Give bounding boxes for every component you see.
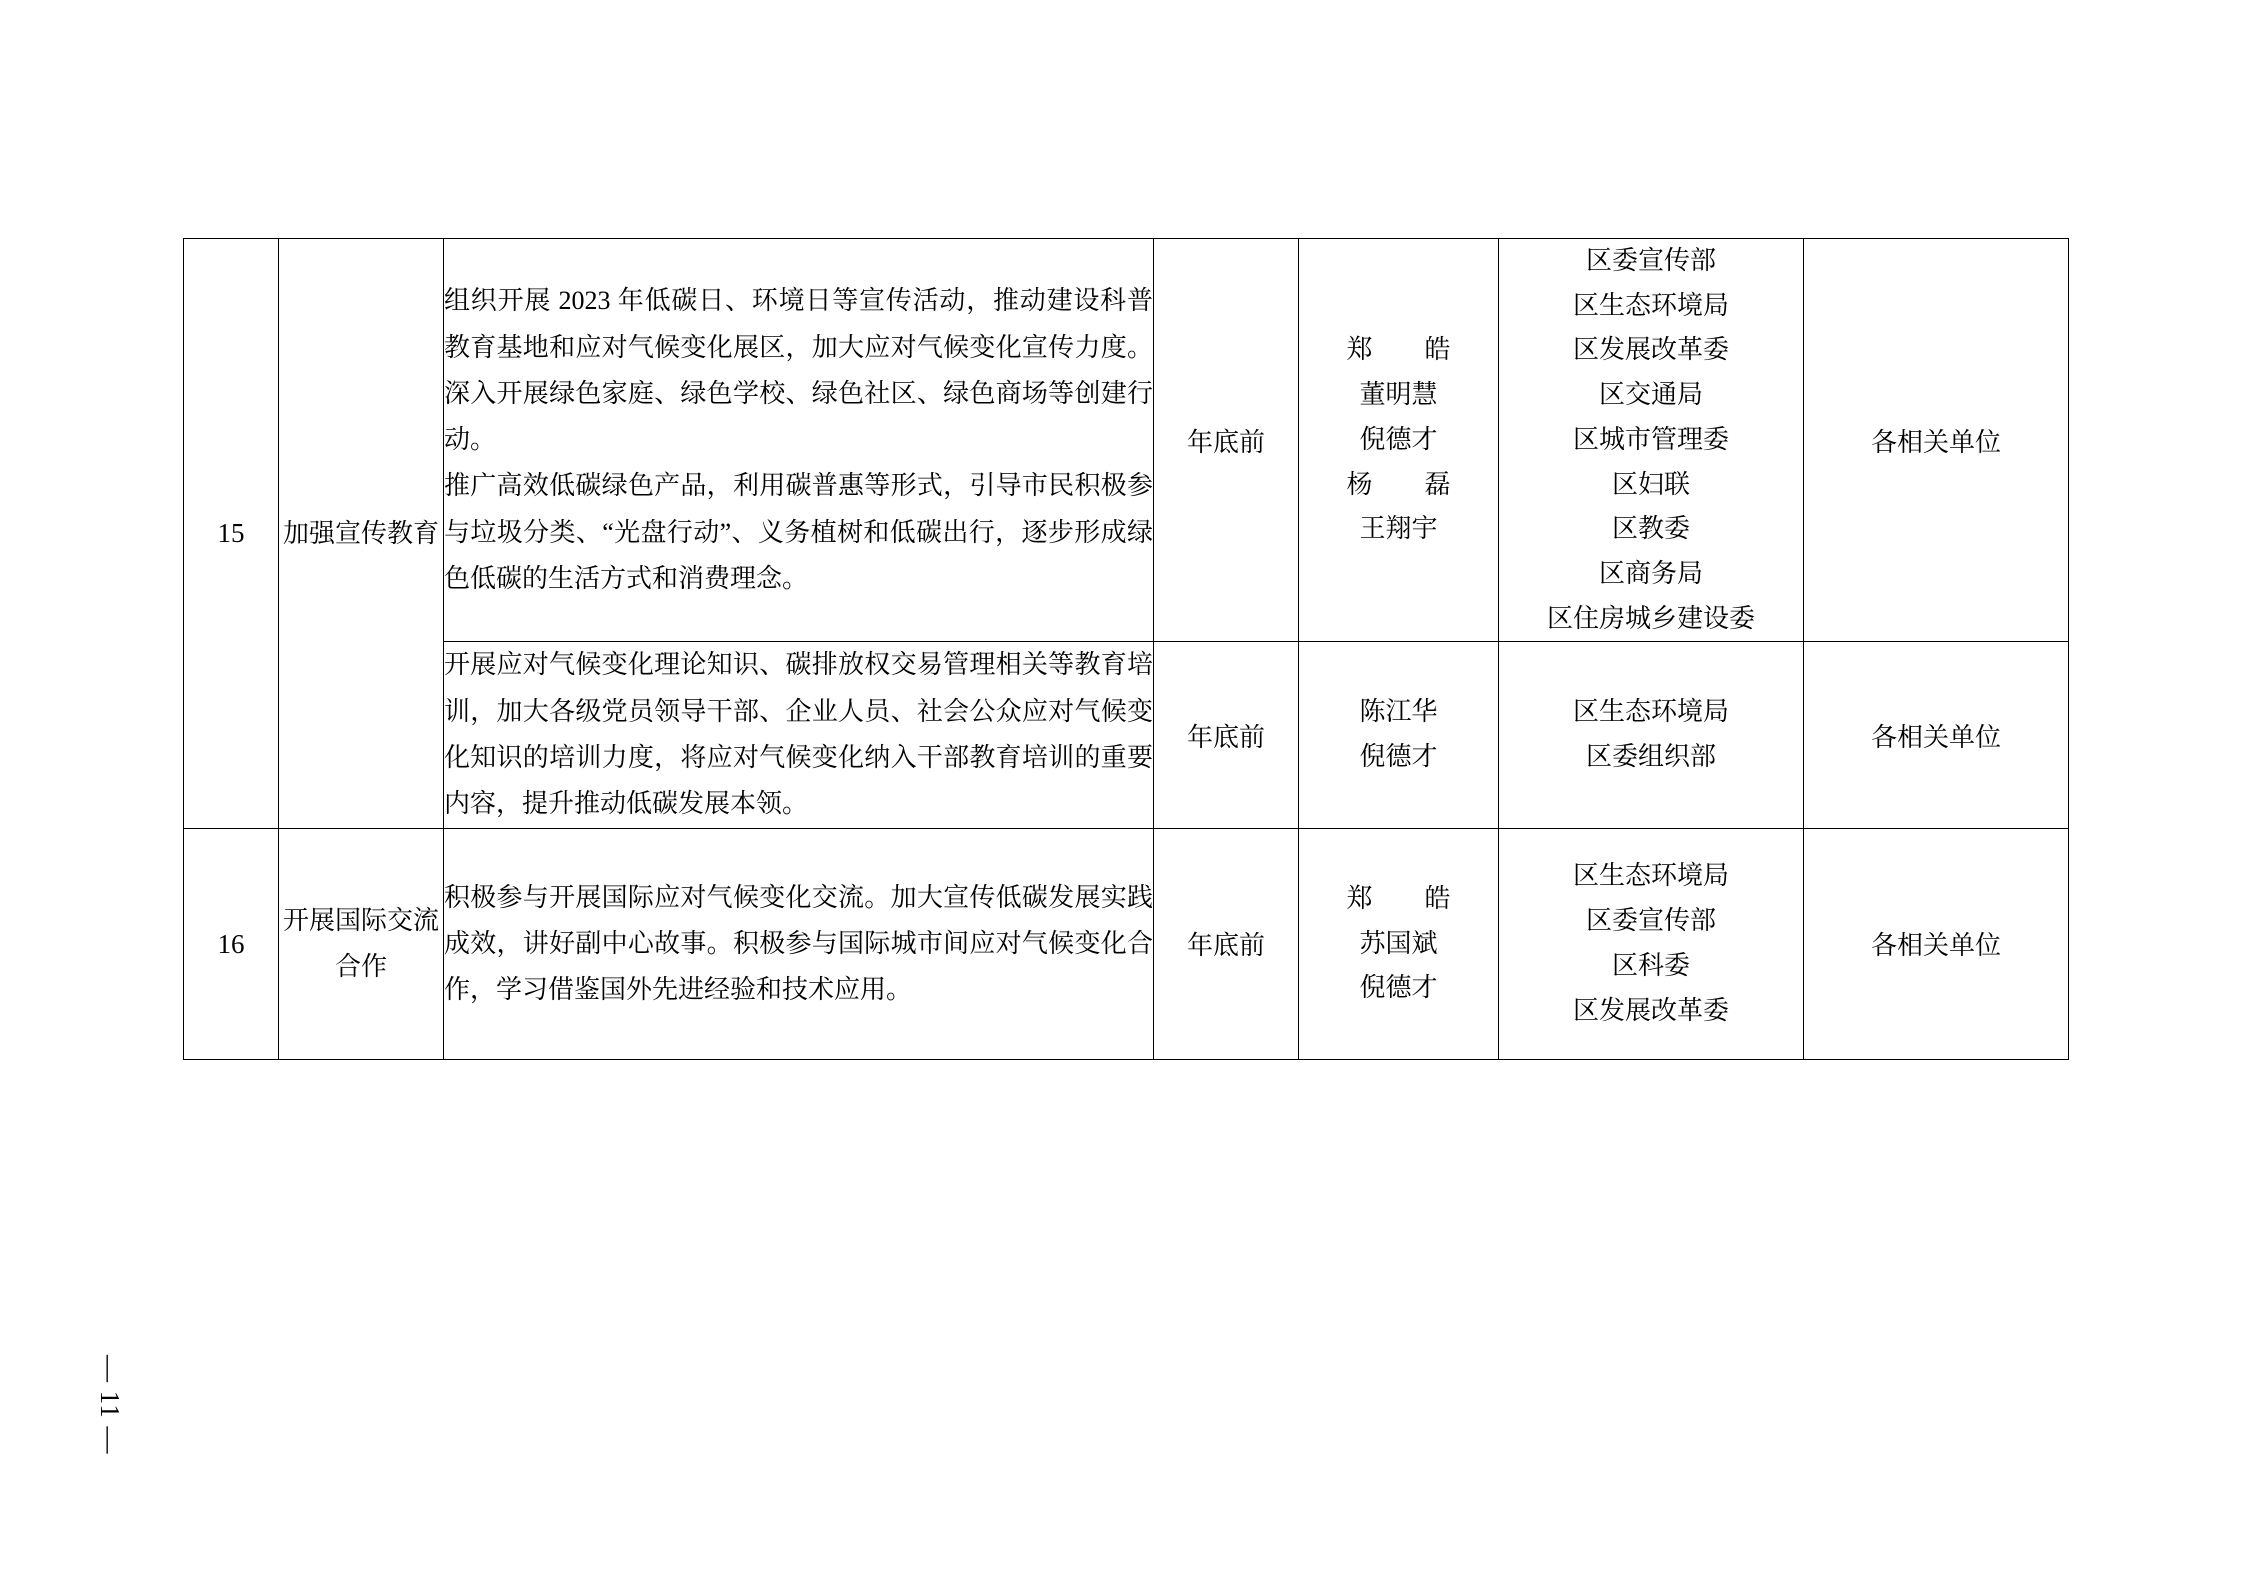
responsible-departments-cell bbox=[1499, 828, 1804, 1060]
row-number: 15 bbox=[217, 518, 245, 549]
department-name: 区商务局 bbox=[1598, 559, 1703, 589]
department-name: 区教委 bbox=[1611, 514, 1690, 544]
page-number: — 11 — bbox=[95, 1355, 125, 1455]
leaders-cell bbox=[1299, 642, 1499, 828]
department-name: 区生态环境局 bbox=[1572, 290, 1729, 320]
deadline: 年底前 bbox=[1186, 427, 1265, 457]
task-name-cell bbox=[279, 828, 444, 1060]
task-description-cell bbox=[444, 239, 1154, 642]
leader-name: 董明慧 bbox=[1359, 380, 1438, 410]
department-name: 区生态环境局 bbox=[1572, 697, 1729, 727]
other-units-cell bbox=[1804, 642, 2069, 828]
deadline: 年底前 bbox=[1186, 722, 1265, 752]
leaders-cell bbox=[1299, 828, 1499, 1060]
task-name: 加强宣传教育 bbox=[282, 518, 439, 548]
other-units: 各相关单位 bbox=[1870, 931, 2001, 961]
leader-name: 杨 磊 bbox=[1346, 469, 1451, 499]
department-name: 区发展改革委 bbox=[1572, 335, 1729, 365]
responsible-departments-cell bbox=[1499, 642, 1804, 828]
task-description: 积极参与开展国际应对气候变化交流。加大宣传低碳发展实践成效，讲好副中心故事。积极参与国际城市间应对气候变化合作，学习借鉴国外先进经验和技术应用。 bbox=[444, 882, 1153, 1005]
task-description: 组织开展 2023 年低碳日、环境日等宣传活动，推动建设科普教育基地和应对气候变化展区，加大应对气候变化宣传力度。深入开展绿色家庭、绿色学校、绿色社区、绿色商场等创建行动。 推广高效低碳绿色产品，利用碳普惠等形式，引导市民积极参与垃圾分类、“光盘行动”、义务植树和低碳出行，逐步形成绿色低碳的生活方式和消费理念。 bbox=[444, 286, 1153, 593]
leader-name: 郑 皓 bbox=[1346, 335, 1451, 365]
row-number: 16 bbox=[217, 928, 245, 959]
task-description: 开展应对气候变化理论知识、碳排放权交易管理相关等教育培训，加大各级党员领导干部、企业人员、社会公众应对气候变化知识的培训力度，将应对气候变化纳入干部教育培训的重要内容，提升推动低碳发展本领。 bbox=[444, 650, 1153, 819]
leader-name: 苏国斌 bbox=[1359, 928, 1438, 958]
leader-name: 郑 皓 bbox=[1346, 883, 1451, 913]
department-name: 区生态环境局 bbox=[1572, 861, 1729, 891]
task-name-cell bbox=[279, 239, 444, 829]
table-row bbox=[184, 239, 2069, 642]
task-description-cell bbox=[444, 828, 1154, 1060]
task-table bbox=[183, 238, 2069, 1060]
deadline-cell bbox=[1154, 828, 1299, 1060]
leaders-cell bbox=[1299, 239, 1499, 642]
deadline-cell bbox=[1154, 642, 1299, 828]
other-units: 各相关单位 bbox=[1870, 427, 2001, 457]
row-number-cell bbox=[184, 828, 279, 1060]
deadline-cell bbox=[1154, 239, 1299, 642]
department-name: 区发展改革委 bbox=[1572, 995, 1729, 1025]
department-name: 区交通局 bbox=[1598, 380, 1703, 410]
responsible-departments-cell bbox=[1499, 239, 1804, 642]
other-units-cell bbox=[1804, 239, 2069, 642]
task-description-cell bbox=[444, 642, 1154, 828]
table-row bbox=[184, 642, 2069, 828]
department-name: 区住房城乡建设委 bbox=[1546, 603, 1755, 633]
leader-name: 王翔宇 bbox=[1359, 514, 1438, 544]
leader-name: 倪德才 bbox=[1359, 742, 1438, 771]
department-name: 区科委 bbox=[1611, 950, 1690, 980]
task-name: 开展国际交流合作 bbox=[282, 906, 439, 981]
department-name: 区城市管理委 bbox=[1572, 424, 1729, 454]
row-number-cell bbox=[184, 239, 279, 829]
department-name: 区委宣传部 bbox=[1585, 906, 1716, 936]
other-units-cell bbox=[1804, 828, 2069, 1060]
other-units: 各相关单位 bbox=[1870, 722, 2001, 752]
department-name: 区委组织部 bbox=[1585, 742, 1716, 771]
leader-name: 倪德才 bbox=[1359, 424, 1438, 454]
department-name: 区妇联 bbox=[1611, 469, 1690, 499]
leader-name: 倪德才 bbox=[1359, 973, 1438, 1003]
table-row bbox=[184, 828, 2069, 1060]
leader-name: 陈江华 bbox=[1359, 697, 1438, 727]
deadline: 年底前 bbox=[1186, 931, 1265, 961]
department-name: 区委宣传部 bbox=[1585, 246, 1716, 275]
